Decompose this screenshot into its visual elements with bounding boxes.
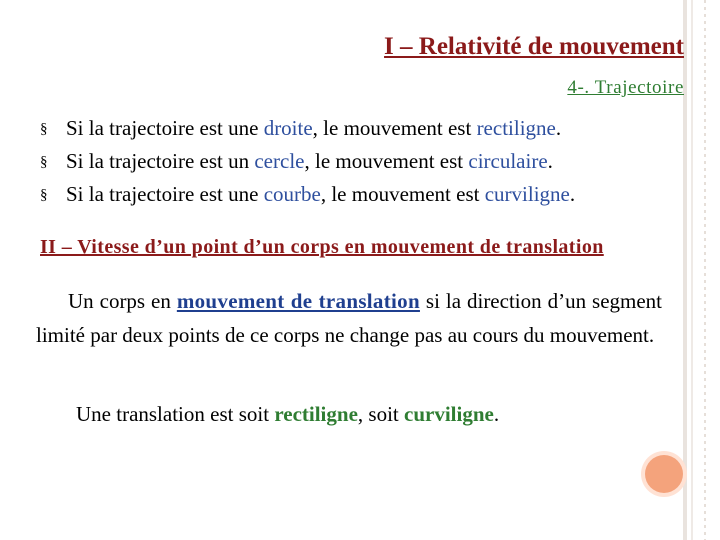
bullet-end: . xyxy=(569,182,576,206)
bullet-text: Si la trajectoire est une xyxy=(66,182,264,206)
paragraph-start: Un corps en xyxy=(68,289,177,313)
translation-line xyxy=(76,402,499,427)
slide-subtitle: 4-. Trajectoire xyxy=(567,77,684,98)
decorative-circles-icon xyxy=(640,450,688,498)
bullet-end: . xyxy=(547,149,553,173)
bullet-text: Si la trajectoire est une xyxy=(66,116,264,140)
line-start: Une translation est soit xyxy=(76,402,275,426)
bullet-text: , le mouvement est xyxy=(304,149,469,173)
bullet-term: courbe xyxy=(263,182,321,206)
bullet-marker-icon: § xyxy=(40,154,48,170)
bullet-term: droite xyxy=(263,116,313,140)
bullet-item xyxy=(40,178,575,211)
key-term: mouvement de translation xyxy=(176,289,420,313)
bullet-result: circulaire xyxy=(468,149,548,173)
paragraph-rest: si la direction d’un segment limité par deux points de ce corps ne change pas au cours du mouvement. xyxy=(36,289,663,347)
option-rectiligne: rectiligne xyxy=(274,402,358,426)
right-border-line xyxy=(691,0,693,540)
bullet-marker-icon: § xyxy=(40,187,48,203)
bullet-item xyxy=(40,145,575,178)
bullet-marker-icon: § xyxy=(40,121,48,137)
bullet-text: , le mouvement est xyxy=(320,182,485,206)
bullet-item xyxy=(40,112,575,145)
bullet-end: . xyxy=(555,116,562,140)
section-heading: II – Vitesse d’un point d’un corps en mouvement de translation xyxy=(40,236,604,258)
bullet-result: rectiligne xyxy=(476,116,556,140)
right-border-dotted xyxy=(704,0,706,540)
definition-paragraph xyxy=(36,284,662,352)
slide-title: I – Relativité de mouvement xyxy=(384,33,684,60)
bullet-text: , le mouvement est xyxy=(312,116,477,140)
bullet-text: Si la trajectoire est un xyxy=(66,149,255,173)
bullet-result: curviligne xyxy=(484,182,570,206)
bullet-list xyxy=(40,112,575,211)
bullet-term: cercle xyxy=(254,149,305,173)
line-separator: , soit xyxy=(357,402,404,426)
line-end: . xyxy=(493,402,500,426)
option-curviligne: curviligne xyxy=(404,402,494,426)
